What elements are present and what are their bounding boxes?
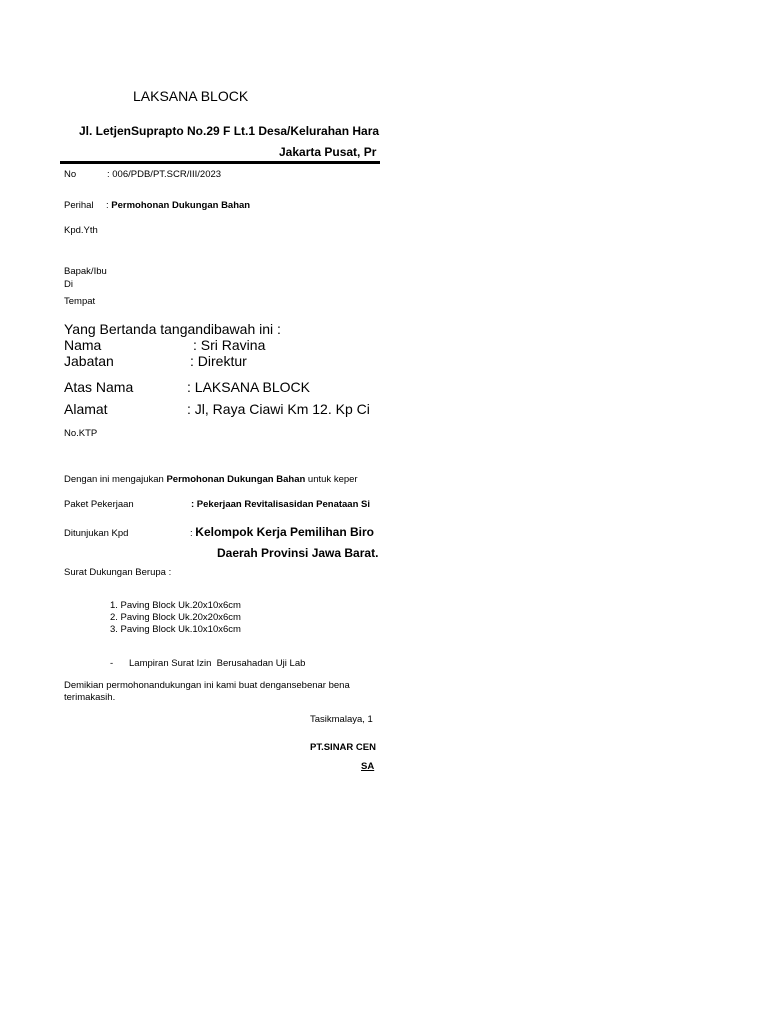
no-ktp-label: No.KTP [64, 428, 98, 439]
signer-intro: Yang Bertanda tangandibawah ini : [64, 321, 281, 337]
header-divider [60, 161, 380, 164]
jabatan-label: Jabatan [64, 353, 114, 369]
surat-dukungan-label: Surat Dukungan Berupa : [64, 567, 172, 578]
lampiran-item: - Lampiran Surat Izin Berusahadan Uji Lab [110, 658, 306, 669]
no-value: : 006/PDB/PT.SCR/III/2023 [107, 169, 222, 180]
place-date: Tasikmalaya, 1 [310, 714, 373, 725]
no-label: No [64, 169, 77, 180]
address-line-1: Jl. LetjenSuprapto No.29 F Lt.1 Desa/Kelurahan Hara [79, 124, 380, 138]
di: Di [64, 279, 73, 290]
list-item: 3. Paving Block Uk.10x10x6cm [110, 624, 241, 635]
jabatan-value: : Direktur [190, 353, 247, 369]
tempat: Tempat [64, 296, 96, 307]
list-item: 2. Paving Block Uk.20x20x6cm [110, 612, 241, 623]
closing-line-1: Demikian permohonandukungan ini kami buat dengansebenar bena [64, 680, 350, 691]
perihal-label: Perihal [64, 200, 94, 211]
perihal-value: Permohonan Dukungan Bahan [111, 200, 251, 211]
intro-bold: Permohonan Dukungan Bahan [166, 474, 306, 485]
ditunjukan-line-1 [190, 525, 374, 539]
company-name: LAKSANA BLOCK [133, 88, 249, 104]
intro-paragraph [64, 474, 358, 485]
signature-company: PT.SINAR CEN [310, 742, 376, 753]
nama-value: : Sri Ravina [193, 337, 266, 353]
paket-value: : Pekerjaan Revitalisasidan Penataan Si [191, 499, 371, 510]
intro-suffix: untuk keper [305, 474, 358, 485]
signature-name: SA [361, 761, 375, 772]
kpd-yth: Kpd.Yth [64, 225, 98, 236]
perihal-colon: : [106, 200, 112, 211]
atas-nama-label: Atas Nama [64, 379, 134, 395]
bapak-ibu: Bapak/Ibu [64, 266, 107, 277]
ditunjukan-colon: : [190, 528, 196, 539]
paket-label: Paket Pekerjaan [64, 499, 134, 510]
atas-nama-value: : LAKSANA BLOCK [187, 379, 310, 395]
intro-prefix: Dengan ini mengajukan [64, 474, 167, 485]
ditunjukan-label: Ditunjukan Kpd [64, 528, 129, 539]
ditunjukan-value-1: Kelompok Kerja Pemilihan Biro [195, 525, 374, 539]
ditunjukan-value-2: Daerah Provinsi Jawa Barat. [217, 546, 379, 560]
alamat-label: Alamat [64, 401, 108, 417]
closing-line-2: terimakasih. [64, 692, 116, 703]
address-line-2: Jakarta Pusat, Pr [279, 145, 377, 159]
list-item: 1. Paving Block Uk.20x10x6cm [110, 600, 241, 611]
perihal-line [106, 200, 250, 211]
nama-label: Nama [64, 337, 102, 353]
alamat-value: : Jl, Raya Ciawi Km 12. Kp Ci [187, 401, 370, 417]
letter-visible-area [0, 0, 380, 1024]
